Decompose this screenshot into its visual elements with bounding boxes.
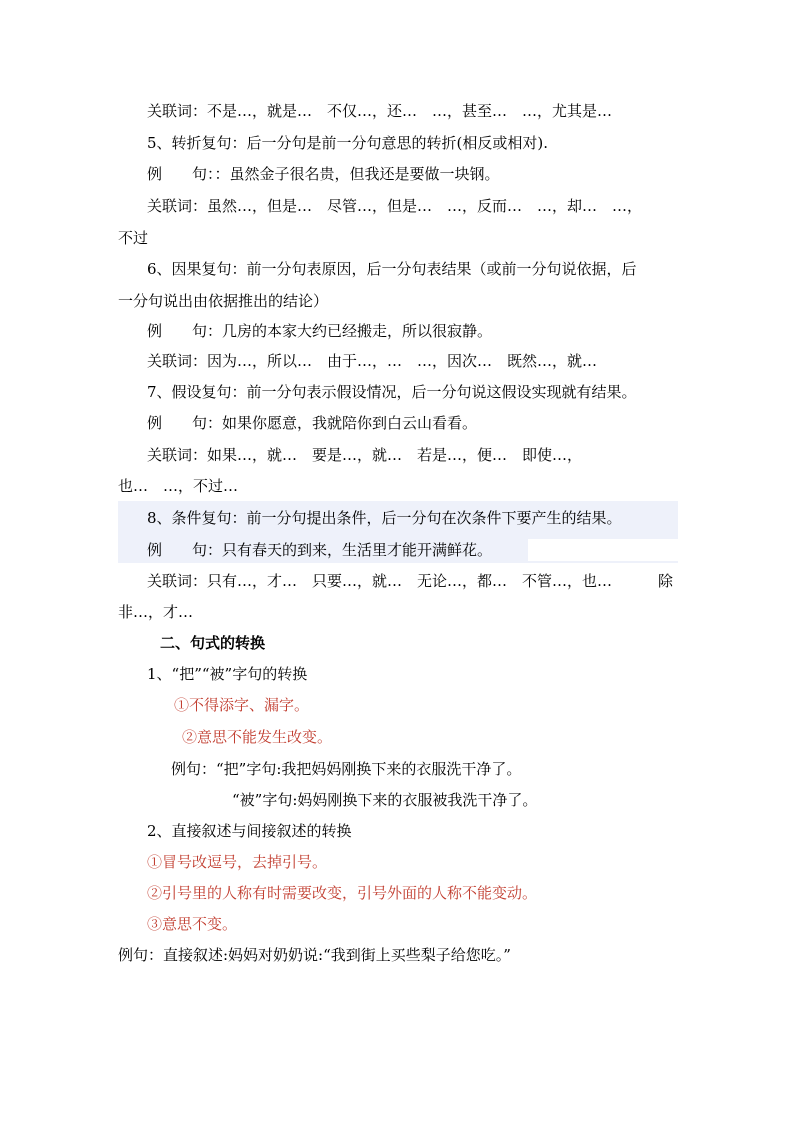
rule-4: ②引号里的人称有时需要改变，引号外面的人称不能变动。 (147, 884, 538, 902)
highlight-gap (528, 539, 678, 561)
line-16: 关联词：只有…，才… 只要…，就… 无论…，都… 不管…，也… (147, 572, 613, 590)
line-5: 不过 (118, 229, 149, 247)
example-bei: “被”字句:妈妈刚换下来的衣服被我洗干净了。 (232, 791, 538, 809)
line-6: 6、因果复句：前一分句表原因，后一分句表结果（或前一分句说依据，后 (147, 260, 637, 278)
line-1: 关联词：不是…，就是… 不仅…，还… …，甚至… …，尤其是… (147, 102, 613, 120)
line-10: 7、假设复句：前一分句表示假设情况，后一分句说这假设实现就有结果。 (147, 383, 637, 401)
line-7: 一分句说出由依据推出的结论） (118, 292, 329, 310)
line-15: 例 句：只有春天的到来，生活里才能开满鲜花。 (147, 541, 493, 559)
example-direct: 例句：直接叙述:妈妈对奶奶说:“我到街上买些梨子给您吃。” (118, 946, 511, 964)
line-3: 例 句：：虽然金子很名贵，但我还是要做一块钢。 (147, 165, 500, 183)
rule-1: ①不得添字、漏字。 (174, 696, 310, 714)
line-12: 关联词：如果…，就… 要是…，就… 若是…，便… 即使…， (147, 446, 583, 464)
example-ba: 例句：“把”字句:我把妈妈刚换下来的衣服洗干净了。 (171, 760, 522, 778)
line-16-end: 除 (658, 572, 674, 590)
line-8: 例 句：几房的本家大约已经搬走，所以很寂静。 (147, 322, 493, 340)
line-4: 关联词：虽然…，但是… 尽管…，但是… …，反而… …，却… …， (147, 197, 643, 215)
section-heading: 二、句式的转换 (160, 634, 266, 652)
line-19: 1、“把”“被”字句的转换 (147, 665, 308, 683)
line-11: 例 句：如果你愿意，我就陪你到白云山看看。 (147, 414, 478, 432)
line-24: 2、直接叙述与间接叙述的转换 (147, 822, 352, 840)
rule-2: ②意思不能发生改变。 (182, 728, 333, 746)
line-9: 关联词：因为…，所以… 由于…，… …，因次… 既然…，就… (147, 352, 598, 370)
line-2: 5、转折复句：后一分句是前一分句意思的转折(相反或相对). (147, 134, 549, 152)
rule-5: ③意思不变。 (147, 915, 238, 933)
line-17: 非…，才… (118, 603, 194, 621)
line-13: 也… …，不过… (118, 477, 239, 495)
line-14: 8、条件复句：前一分句提出条件，后一分句在次条件下要产生的结果。 (147, 509, 622, 527)
rule-3: ①冒号改逗号，去掉引号。 (147, 853, 328, 871)
